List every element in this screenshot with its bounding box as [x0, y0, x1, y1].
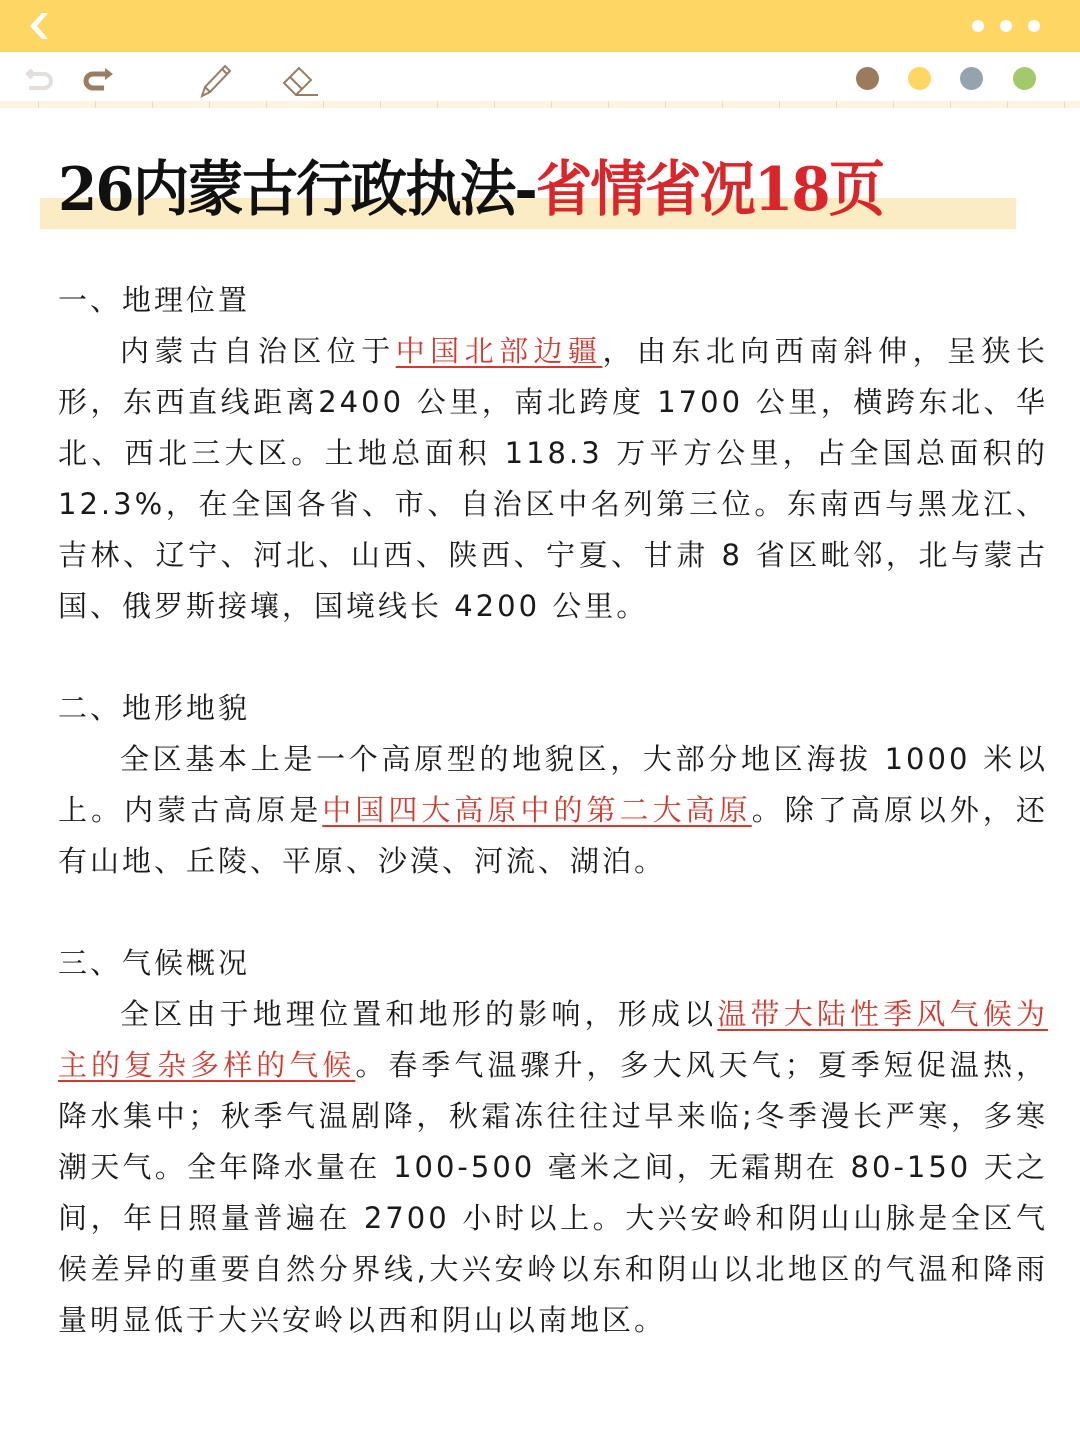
back-button[interactable]	[18, 8, 58, 44]
title-accent: 省情省况18页	[535, 155, 884, 225]
undo-icon	[20, 60, 60, 96]
text: 。春季气温骤升，多大风天气；夏季短促温热，降水集中；秋季气温剧降，秋霜冻往往过早来临;冬季漫长严寒，多寒潮天气。全年降水量在 100-500 毫米之间，无霜期在 80-150 天之间，年日照量普遍在 2700 小时以上。大兴安岭和阴山山脉是全区气候差异的重要自然分界线,大兴安岭以东和阴山以北地区的气温和降雨量明显低于大兴安岭以西和阴山以南地区。	[58, 1048, 1048, 1337]
section-heading-terrain: 二、地形地貌	[58, 691, 251, 725]
text: 全区基本上是一个高原型的地貌区，大部分地区海拔 1000 米以上。内蒙古高原是	[58, 742, 1048, 827]
more-dots-icon	[972, 20, 984, 32]
color-swatch-yellow[interactable]	[908, 67, 931, 90]
highlighted-text: 中国北部边疆	[395, 334, 603, 368]
more-options-button[interactable]	[972, 18, 1040, 34]
redo-icon	[78, 60, 118, 96]
highlighted-text: 温带大陆性季风气候为主的复杂多样的气候	[58, 997, 1048, 1082]
color-swatch-gray[interactable]	[960, 67, 983, 90]
text: 。除了高原以外，还有山地、丘陵、平原、沙漠、河流、湖泊。	[58, 793, 1048, 878]
title-block	[40, 150, 1016, 230]
text: ，由东北向西南斜伸，呈狭长形，东西直线距离2400 公里，南北跨度 1700 公里，横跨东北、华北、西北三大区。土地总面积 118.3 万平方公里，占全国总面积的 12.3%，在全国各省、市、自治区中名列第三位。东南西与黑龙江、吉林、辽宁、河北、山西、陕西、宁夏、甘肃 8 省区毗邻，北与蒙古国、俄罗斯接壤，国境线长 4200 公里。	[58, 334, 1048, 623]
pencil-icon	[196, 60, 236, 100]
title-main: 26内蒙古行政执法-	[58, 155, 536, 225]
section-paragraph-geography	[58, 326, 1048, 632]
ruler	[0, 101, 1080, 108]
color-swatch-green[interactable]	[1013, 67, 1036, 90]
section-paragraph-terrain	[58, 734, 1048, 887]
color-swatch-brown[interactable]	[856, 67, 879, 90]
chevron-left-icon	[18, 8, 58, 44]
section-heading-geography: 一、地理位置	[58, 283, 251, 317]
eraser-button[interactable]	[280, 60, 320, 96]
undo-button[interactable]	[20, 60, 60, 96]
top-bar	[0, 0, 1080, 52]
page-title	[58, 150, 883, 230]
eraser-icon	[280, 60, 322, 100]
more-dots-icon	[1000, 20, 1012, 32]
more-dots-icon	[1028, 20, 1040, 32]
highlighted-text: 中国四大高原中的第二大高原	[322, 793, 752, 827]
section-heading-climate: 三、气候概况	[58, 946, 251, 980]
text: 全区由于地理位置和地形的影响，形成以	[120, 997, 718, 1031]
text: 内蒙古自治区位于	[120, 334, 396, 368]
document-body	[58, 275, 1048, 1346]
section-paragraph-climate	[58, 989, 1048, 1346]
pencil-button[interactable]	[196, 60, 236, 96]
redo-button[interactable]	[78, 60, 118, 96]
